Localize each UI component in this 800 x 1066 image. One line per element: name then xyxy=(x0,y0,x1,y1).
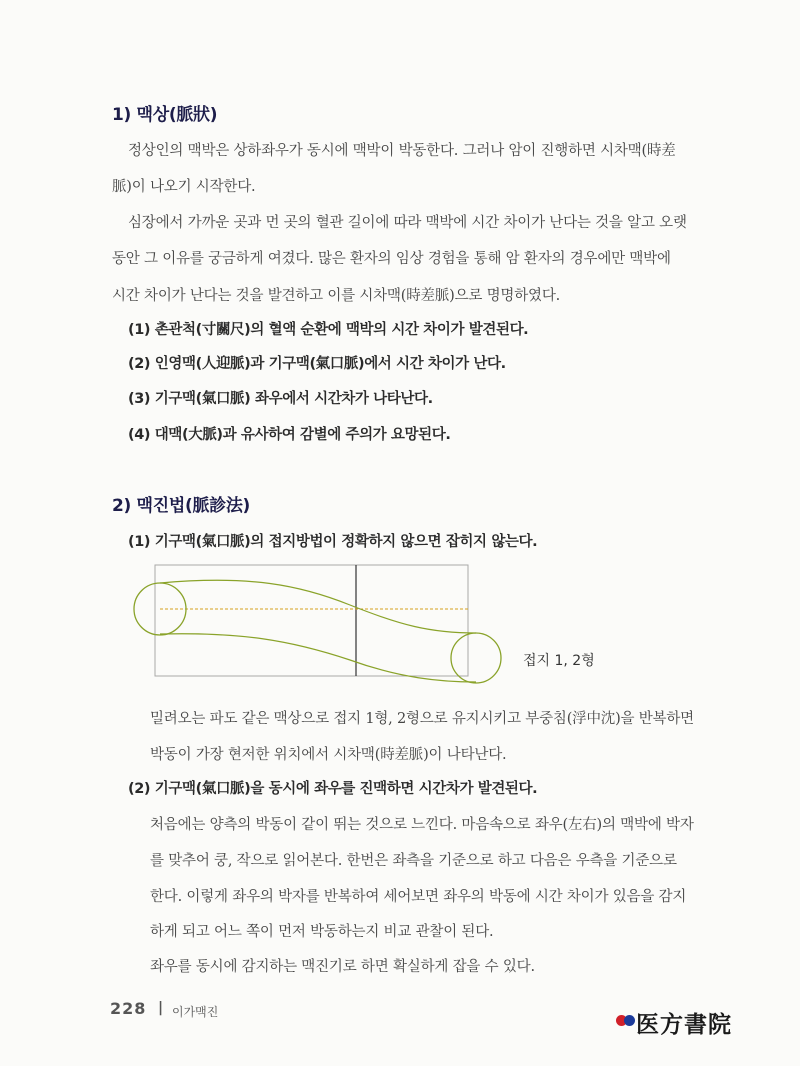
diagram-curve-upper xyxy=(160,580,476,633)
section2-heading: 2) 맥진법(脈診法) xyxy=(112,496,251,516)
section1-para2-line1: 심장에서 가까운 곳과 먼 곳의 혈관 길이에 따라 맥박에 시간 차이가 난다는 것을 알고 오랫 xyxy=(128,215,687,231)
section1-para2-line3: 시간 차이가 난다는 것을 발견하고 이를 시차맥(時差脈)으로 명명하였다. xyxy=(112,288,561,304)
diagram-right-circle xyxy=(451,633,501,683)
section1-para2-line2: 동안 그 이유를 궁금하게 여겼다. 많은 환자의 임상 경험을 통해 암 환자의 경우에만 맥박에 xyxy=(112,251,671,267)
section1-item-2: (2) 인영맥(人迎脈)과 기구맥(氣口脈)에서 시간 차이가 난다. xyxy=(128,356,506,372)
section1-item-3: (3) 기구맥(氣口脈) 좌우에서 시간차가 나타난다. xyxy=(128,391,433,407)
section1-para1-line2: 脈)이 나오기 시작한다. xyxy=(112,179,256,195)
section2-item1-text-line2: 박동이 가장 현저한 위치에서 시차맥(時差脈)이 나타난다. xyxy=(150,747,507,763)
section1-heading: 1) 맥상(脈狀) xyxy=(112,105,218,125)
page-number: 228 xyxy=(110,999,147,1018)
section2-item2-text-line1: 처음에는 양측의 박동이 같이 뛰는 것으로 느낀다. 마음속으로 좌우(左右)의 맥박에 박자 xyxy=(150,817,694,833)
section2-item1-text-line1: 밀려오는 파도 같은 맥상으로 접지 1형, 2형으로 유지시키고 부중침(浮中沈)을 반복하면 xyxy=(150,711,694,727)
diagram-caption: 접지 1, 2형 xyxy=(523,653,595,669)
book-title: 이가맥진 xyxy=(172,1005,219,1019)
section2-item-1-title: (1) 기구맥(氣口脈)의 접지방법이 정확하지 않으면 잡히지 않는다. xyxy=(128,534,538,550)
diagram-frame xyxy=(155,565,468,676)
footer-separator: | xyxy=(158,1000,164,1016)
section2-item2-last-line: 좌우를 동시에 감지하는 맥진기로 하면 확실하게 잡을 수 있다. xyxy=(150,959,535,975)
section2-item-2-title: (2) 기구맥(氣口脈)을 동시에 좌우를 진맥하면 시간차가 발견된다. xyxy=(128,781,538,797)
section2-item2-text-line2: 를 맞추어 쿵, 작으로 읽어본다. 한번은 좌측을 기준으로 하고 다음은 우측을 기준으로 xyxy=(150,853,677,869)
section2-item2-text-line4: 하게 되고 어느 쪽이 먼저 박동하는지 비교 관찰이 된다. xyxy=(150,924,494,940)
section2-item2-text-line3: 한다. 이렇게 좌우의 박자를 반복하여 세어보면 좌우의 박동에 시간 차이가 있음을 감지 xyxy=(150,889,687,905)
section1-para1-line1: 정상인의 맥박은 상하좌우가 동시에 맥박이 박동한다. 그러나 암이 진행하면 시차맥(時差 xyxy=(128,143,676,159)
diagram-curve-lower xyxy=(160,634,476,682)
section1-item-4: (4) 대맥(大脈)과 유사하여 감별에 주의가 요망된다. xyxy=(128,427,451,443)
publisher-logo-text: 医方書院 xyxy=(636,1011,732,1038)
section1-item-1: (1) 촌관척(寸關尺)의 혈액 순환에 맥박의 시간 차이가 발견된다. xyxy=(128,322,529,338)
